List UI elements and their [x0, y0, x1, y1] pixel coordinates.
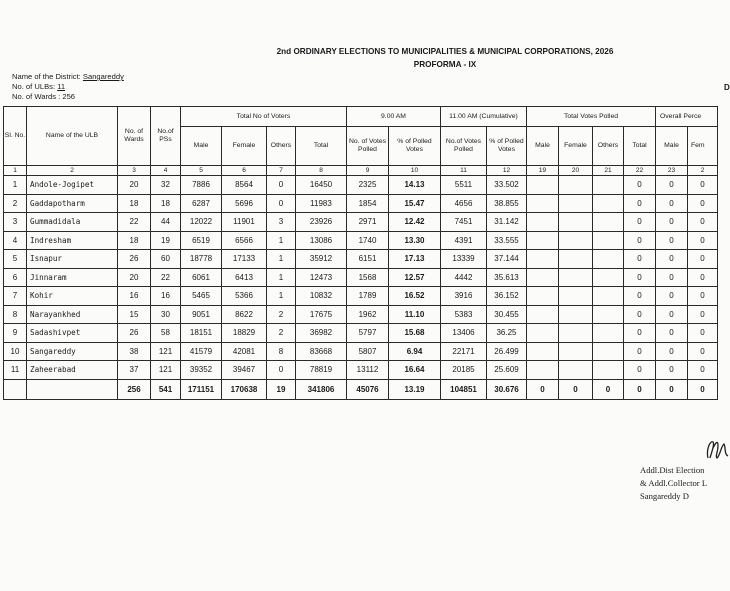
total-tvp-others: 0 [593, 379, 624, 399]
cell-ulb-name: Jinnaram [27, 268, 118, 287]
cell-pct-9am: 6.94 [389, 342, 441, 361]
total-sl-cell [4, 379, 27, 399]
cell-pct-11am: 37.144 [487, 250, 527, 269]
cell-tvp-male [527, 324, 559, 343]
cell-tvp-female [559, 213, 593, 232]
total-pct-9am: 13.19 [389, 379, 441, 399]
signatory-line-1: Addl.Dist Election [640, 465, 705, 475]
table-row [4, 268, 718, 287]
total-others: 19 [267, 379, 296, 399]
header-votes-polled-11am: No.of Votes Polled [441, 127, 487, 166]
cell-ulb-name: Narayankhed [27, 305, 118, 324]
table-row [4, 176, 718, 195]
cell-pct-9am: 17.13 [389, 250, 441, 269]
header-11am: 11.00 AM (Cumulative) [441, 107, 527, 127]
cell-tvp-female [559, 361, 593, 380]
column-index: 2 [27, 166, 118, 176]
header-tvp-male: Male [527, 127, 559, 166]
cell-others: 3 [267, 213, 296, 232]
total-name-cell [27, 379, 118, 399]
cell-tvp-female [559, 342, 593, 361]
total-voters: 341806 [296, 379, 347, 399]
cell-overall-female: 0 [688, 342, 718, 361]
cell-ps: 60 [151, 250, 181, 269]
cell-overall-male: 0 [656, 194, 688, 213]
cell-ps: 18 [151, 194, 181, 213]
column-index: 21 [593, 166, 624, 176]
cell-pct-11am: 36.152 [487, 287, 527, 306]
cell-ulb-name: Zaheerabad [27, 361, 118, 380]
cell-sl-no: 10 [4, 342, 27, 361]
total-tvp-male: 0 [527, 379, 559, 399]
cell-wards: 26 [118, 324, 151, 343]
cell-polled-11am: 22171 [441, 342, 487, 361]
cell-tvp-others [593, 250, 624, 269]
cell-others: 0 [267, 361, 296, 380]
wards-line: No. of Wards : 256 [12, 92, 76, 101]
cell-polled-11am: 13339 [441, 250, 487, 269]
total-female: 170638 [222, 379, 267, 399]
cell-tvp-total: 0 [624, 213, 656, 232]
cell-polled-11am: 7451 [441, 213, 487, 232]
cell-tvp-male [527, 361, 559, 380]
cell-overall-female: 0 [688, 268, 718, 287]
cell-polled-9am: 1789 [347, 287, 389, 306]
signature-scribble [702, 436, 730, 462]
cell-tvp-others [593, 231, 624, 250]
cell-ulb-name: Sangareddy [27, 342, 118, 361]
cell-sl-no: 11 [4, 361, 27, 380]
cell-polled-9am: 1568 [347, 268, 389, 287]
cell-tvp-others [593, 268, 624, 287]
cell-female: 18829 [222, 324, 267, 343]
cell-total: 10832 [296, 287, 347, 306]
cell-female: 8564 [222, 176, 267, 195]
cell-overall-male: 0 [656, 176, 688, 195]
cell-pct-11am: 25.609 [487, 361, 527, 380]
cell-wards: 16 [118, 287, 151, 306]
cell-pct-9am: 12.57 [389, 268, 441, 287]
cell-overall-female: 0 [688, 324, 718, 343]
column-index: 19 [527, 166, 559, 176]
total-polled-9am: 45076 [347, 379, 389, 399]
cell-male: 12022 [181, 213, 222, 232]
cell-polled-11am: 3916 [441, 287, 487, 306]
header-total: Total [296, 127, 347, 166]
cell-tvp-male [527, 342, 559, 361]
cell-polled-9am: 6151 [347, 250, 389, 269]
header-tvp-others: Others [593, 127, 624, 166]
cell-overall-male: 0 [656, 305, 688, 324]
cell-tvp-others [593, 305, 624, 324]
cell-pct-11am: 31.142 [487, 213, 527, 232]
header-overall-percentage: Overall Perce [656, 107, 718, 127]
cell-total: 13086 [296, 231, 347, 250]
cell-others: 8 [267, 342, 296, 361]
cell-tvp-male [527, 231, 559, 250]
proforma-table [3, 106, 718, 400]
cell-ps: 121 [151, 342, 181, 361]
corner-date-label: D [724, 83, 730, 92]
cell-ulb-name: Isnapur [27, 250, 118, 269]
cell-overall-female: 0 [688, 194, 718, 213]
cell-overall-female: 0 [688, 287, 718, 306]
table-row [4, 231, 718, 250]
cell-others: 1 [267, 287, 296, 306]
cell-pct-9am: 16.52 [389, 287, 441, 306]
cell-wards: 20 [118, 268, 151, 287]
cell-sl-no: 2 [4, 194, 27, 213]
cell-tvp-total: 0 [624, 361, 656, 380]
cell-tvp-female [559, 287, 593, 306]
cell-overall-female: 0 [688, 231, 718, 250]
cell-pct-11am: 35.613 [487, 268, 527, 287]
total-tvp-female: 0 [559, 379, 593, 399]
cell-overall-male: 0 [656, 361, 688, 380]
cell-wards: 37 [118, 361, 151, 380]
cell-female: 17133 [222, 250, 267, 269]
cell-overall-female: 0 [688, 176, 718, 195]
ulbs-line: No. of ULBs: 11 [12, 82, 66, 91]
cell-overall-female: 0 [688, 361, 718, 380]
cell-tvp-male [527, 213, 559, 232]
header-9am: 9.00 AM [347, 107, 441, 127]
cell-total: 35912 [296, 250, 347, 269]
cell-overall-male: 0 [656, 250, 688, 269]
cell-tvp-female [559, 305, 593, 324]
cell-tvp-total: 0 [624, 324, 656, 343]
cell-ps: 30 [151, 305, 181, 324]
cell-sl-no: 1 [4, 176, 27, 195]
cell-ps: 32 [151, 176, 181, 195]
header-wards: No. of Wards [118, 107, 151, 166]
cell-pct-11am: 33.502 [487, 176, 527, 195]
table-row [4, 287, 718, 306]
cell-overall-male: 0 [656, 342, 688, 361]
cell-ps: 16 [151, 287, 181, 306]
cell-tvp-female [559, 250, 593, 269]
column-index: 23 [656, 166, 688, 176]
total-male: 171151 [181, 379, 222, 399]
header-female: Female [222, 127, 267, 166]
column-index: 20 [559, 166, 593, 176]
cell-tvp-female [559, 324, 593, 343]
cell-pct-9am: 15.47 [389, 194, 441, 213]
cell-tvp-female [559, 176, 593, 195]
cell-pct-11am: 30.455 [487, 305, 527, 324]
cell-overall-male: 0 [656, 268, 688, 287]
cell-others: 1 [267, 250, 296, 269]
cell-others: 2 [267, 324, 296, 343]
cell-total: 83668 [296, 342, 347, 361]
cell-polled-9am: 2971 [347, 213, 389, 232]
wards-value: 256 [62, 92, 76, 101]
cell-pct-11am: 38.855 [487, 194, 527, 213]
cell-overall-female: 0 [688, 305, 718, 324]
cell-wards: 18 [118, 231, 151, 250]
total-wards: 256 [118, 379, 151, 399]
cell-sl-no: 3 [4, 213, 27, 232]
cell-pct-9am: 11.10 [389, 305, 441, 324]
cell-tvp-others [593, 213, 624, 232]
cell-male: 6519 [181, 231, 222, 250]
cell-polled-9am: 2325 [347, 176, 389, 195]
header-male: Male [181, 127, 222, 166]
cell-ps: 44 [151, 213, 181, 232]
cell-sl-no: 4 [4, 231, 27, 250]
cell-female: 5366 [222, 287, 267, 306]
header-others: Others [267, 127, 296, 166]
cell-tvp-total: 0 [624, 231, 656, 250]
cell-male: 41579 [181, 342, 222, 361]
document-title: 2nd ORDINARY ELECTIONS TO MUNICIPALITIES & MUNICIPAL CORPORATIONS, 2026 [276, 47, 614, 56]
cell-polled-9am: 5807 [347, 342, 389, 361]
cell-sl-no: 9 [4, 324, 27, 343]
cell-overall-male: 0 [656, 324, 688, 343]
cell-tvp-others [593, 194, 624, 213]
cell-sl-no: 8 [4, 305, 27, 324]
signatory-line-2: & Addl.Collector L [640, 478, 708, 488]
column-index: 9 [347, 166, 389, 176]
cell-polled-9am: 1854 [347, 194, 389, 213]
cell-female: 6566 [222, 231, 267, 250]
total-pct-11am: 30.676 [487, 379, 527, 399]
cell-wards: 18 [118, 194, 151, 213]
cell-pct-9am: 16.64 [389, 361, 441, 380]
cell-total: 36982 [296, 324, 347, 343]
cell-tvp-female [559, 194, 593, 213]
cell-male: 39352 [181, 361, 222, 380]
cell-pct-11am: 36.25 [487, 324, 527, 343]
cell-overall-male: 0 [656, 213, 688, 232]
column-index: 1 [4, 166, 27, 176]
column-index: 7 [267, 166, 296, 176]
table-row [4, 250, 718, 269]
cell-others: 1 [267, 268, 296, 287]
cell-tvp-female [559, 231, 593, 250]
cell-overall-female: 0 [688, 213, 718, 232]
table-row [4, 194, 718, 213]
cell-tvp-others [593, 324, 624, 343]
cell-total: 17675 [296, 305, 347, 324]
column-index: 2 [688, 166, 718, 176]
cell-ulb-name: Andole-Jogipet [27, 176, 118, 195]
cell-tvp-male [527, 250, 559, 269]
cell-wards: 22 [118, 213, 151, 232]
cell-ulb-name: Kohir [27, 287, 118, 306]
cell-polled-11am: 13406 [441, 324, 487, 343]
cell-male: 6061 [181, 268, 222, 287]
totals-row [4, 379, 718, 399]
cell-pct-9am: 14.13 [389, 176, 441, 195]
table-row [4, 305, 718, 324]
total-overall-female: 0 [688, 379, 718, 399]
cell-pct-11am: 26.499 [487, 342, 527, 361]
header-sl-no: Sl. No. [4, 107, 27, 166]
column-index: 11 [441, 166, 487, 176]
cell-pct-9am: 13.30 [389, 231, 441, 250]
cell-others: 2 [267, 305, 296, 324]
cell-wards: 26 [118, 250, 151, 269]
cell-ulb-name: Indresham [27, 231, 118, 250]
cell-polled-9am: 1740 [347, 231, 389, 250]
cell-female: 6413 [222, 268, 267, 287]
cell-sl-no: 7 [4, 287, 27, 306]
total-polled-11am: 104851 [441, 379, 487, 399]
cell-overall-male: 0 [656, 287, 688, 306]
cell-polled-11am: 5383 [441, 305, 487, 324]
cell-overall-male: 0 [656, 231, 688, 250]
signatory-line-3: Sangareddy D [640, 491, 689, 501]
total-overall-male: 0 [656, 379, 688, 399]
cell-tvp-others [593, 361, 624, 380]
cell-pct-11am: 33.555 [487, 231, 527, 250]
cell-total: 16450 [296, 176, 347, 195]
cell-tvp-total: 0 [624, 287, 656, 306]
cell-ulb-name: Gaddapotharm [27, 194, 118, 213]
cell-tvp-total: 0 [624, 250, 656, 269]
header-tvp-total: Total [624, 127, 656, 166]
cell-tvp-others [593, 287, 624, 306]
cell-total: 23926 [296, 213, 347, 232]
column-index: 3 [118, 166, 151, 176]
column-index: 10 [389, 166, 441, 176]
cell-tvp-total: 0 [624, 176, 656, 195]
cell-tvp-total: 0 [624, 268, 656, 287]
column-index-row [4, 166, 718, 176]
column-index: 22 [624, 166, 656, 176]
total-ps: 541 [151, 379, 181, 399]
table-row [4, 324, 718, 343]
cell-sl-no: 5 [4, 250, 27, 269]
table-body [4, 176, 718, 380]
cell-others: 0 [267, 176, 296, 195]
cell-tvp-male [527, 176, 559, 195]
cell-tvp-total: 0 [624, 194, 656, 213]
column-index: 4 [151, 166, 181, 176]
cell-polled-11am: 4442 [441, 268, 487, 287]
cell-wards: 15 [118, 305, 151, 324]
cell-others: 0 [267, 194, 296, 213]
district-line: Name of the District: Sangareddy [12, 72, 124, 81]
cell-polled-9am: 13112 [347, 361, 389, 380]
cell-ulb-name: Gummadidala [27, 213, 118, 232]
cell-tvp-others [593, 342, 624, 361]
cell-female: 11901 [222, 213, 267, 232]
total-tvp-total: 0 [624, 379, 656, 399]
cell-male: 9051 [181, 305, 222, 324]
cell-male: 18151 [181, 324, 222, 343]
cell-female: 8622 [222, 305, 267, 324]
cell-wards: 20 [118, 176, 151, 195]
cell-tvp-others [593, 176, 624, 195]
header-tvp-female: Female [559, 127, 593, 166]
cell-overall-female: 0 [688, 250, 718, 269]
header-overall-male: Male [656, 127, 688, 166]
header-votes-polled-9am: No. of Votes Polled [347, 127, 389, 166]
table-row [4, 342, 718, 361]
column-index: 5 [181, 166, 222, 176]
proforma-label: PROFORMA - IX [413, 60, 477, 69]
cell-ps: 121 [151, 361, 181, 380]
column-index: 12 [487, 166, 527, 176]
cell-female: 5696 [222, 194, 267, 213]
cell-male: 6287 [181, 194, 222, 213]
cell-pct-9am: 12.42 [389, 213, 441, 232]
cell-tvp-male [527, 268, 559, 287]
ulbs-value: 11 [57, 82, 66, 91]
cell-polled-11am: 5511 [441, 176, 487, 195]
header-total-votes-polled: Total Votes Polled [527, 107, 656, 127]
cell-tvp-female [559, 268, 593, 287]
cell-total: 12473 [296, 268, 347, 287]
cell-polled-9am: 1962 [347, 305, 389, 324]
cell-polled-11am: 4391 [441, 231, 487, 250]
cell-tvp-total: 0 [624, 305, 656, 324]
cell-tvp-male [527, 305, 559, 324]
cell-total: 78819 [296, 361, 347, 380]
cell-polled-9am: 5797 [347, 324, 389, 343]
cell-male: 18778 [181, 250, 222, 269]
cell-tvp-total: 0 [624, 342, 656, 361]
table-row [4, 213, 718, 232]
header-total-voters: Total No of Voters [181, 107, 347, 127]
header-ulb-name: Name of the ULB [27, 107, 118, 166]
cell-ps: 19 [151, 231, 181, 250]
cell-polled-11am: 20185 [441, 361, 487, 380]
cell-male: 5465 [181, 287, 222, 306]
column-index: 8 [296, 166, 347, 176]
cell-polled-11am: 4656 [441, 194, 487, 213]
cell-female: 39467 [222, 361, 267, 380]
cell-ulb-name: Sadashivpet [27, 324, 118, 343]
table-row [4, 361, 718, 380]
district-value: Sangareddy [82, 72, 124, 81]
header-pct-polled-11am: % of Polled Votes [487, 127, 527, 166]
cell-ps: 58 [151, 324, 181, 343]
cell-ps: 22 [151, 268, 181, 287]
column-index: 6 [222, 166, 267, 176]
cell-pct-9am: 15.68 [389, 324, 441, 343]
header-ps: No.of PSs [151, 107, 181, 166]
cell-male: 7886 [181, 176, 222, 195]
cell-sl-no: 6 [4, 268, 27, 287]
cell-tvp-male [527, 287, 559, 306]
cell-total: 11983 [296, 194, 347, 213]
cell-female: 42081 [222, 342, 267, 361]
header-overall-female: Fem [688, 127, 718, 166]
header-pct-polled-9am: % of Polled Votes [389, 127, 441, 166]
cell-wards: 38 [118, 342, 151, 361]
cell-others: 1 [267, 231, 296, 250]
cell-tvp-male [527, 194, 559, 213]
